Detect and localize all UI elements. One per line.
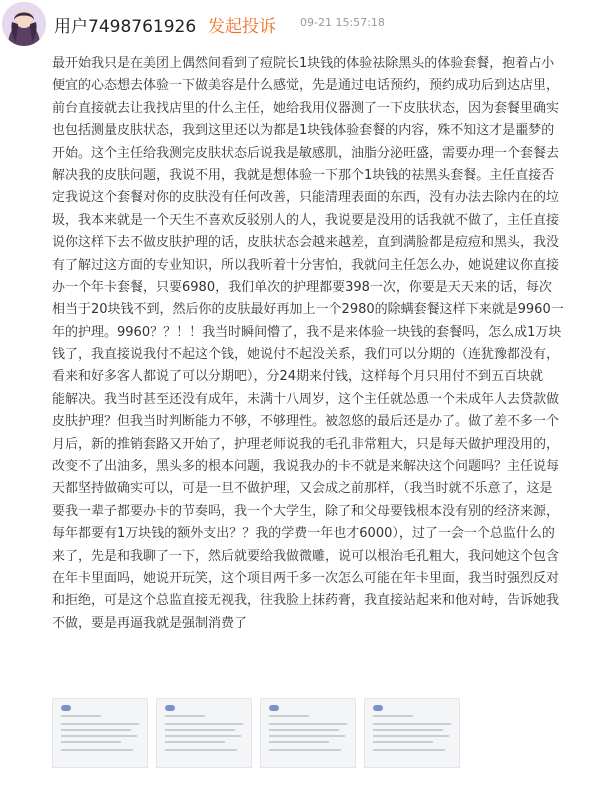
attachment-thumbnail-2[interactable]	[156, 698, 252, 768]
body-line: 最开始我只是在美团上偶然间看到了痘院长1块钱的体验祛除黑头的体验套餐，抱着占小	[52, 56, 555, 71]
body-line: 不做，要是再逼我就是强制消费了	[52, 615, 248, 631]
avatar[interactable]	[2, 2, 46, 46]
body-line: 来了，先是和我聊了一下，然后就要给我做微雕，说可以根治毛孔粗大，我问她这个包含	[52, 548, 560, 564]
body-line: 年的护理。9960？？！！我当时瞬间懵了，我不是来体验一块钱的套餐吗，怎么成1万块	[52, 324, 562, 340]
body-line: 便宜的心态想去体验一下做美容是什么感觉，先是通过电话预约，预约成功后到达店里，	[52, 78, 560, 94]
body-line: 在年卡里面吗，她说开玩笑，这个项目两千多一次怎么可能在年卡里面，我当时强烈反对	[52, 570, 560, 586]
body-line: 前台直接就去让我找店里的什么主任，她给我用仪器测了一下皮肤状态，因为套餐里确实	[52, 100, 560, 116]
body-line: 每年都要有1万块钱的额外支出？？我的学费一年也才6000），过了一会一个总监什么的	[52, 526, 555, 542]
body-line: 相当于20块钱不到，然后你的皮肤最好再加上一个2980的除螨套餐这样下来就是9960一	[52, 302, 564, 318]
body-line: 有了解过这方面的专业知识，所以我听着十分害怕，我就问主任怎么办，她说建议你直接	[52, 257, 560, 273]
complaint-body	[52, 53, 588, 635]
post-timestamp: 09-21 15:57:18	[300, 16, 385, 29]
body-line: 和拒绝，可是这个总监直接无视我，往我脸上抹药膏，我直接站起来和他对峙，告诉她我	[52, 593, 560, 609]
document-thumbnail-icon	[165, 705, 175, 711]
document-thumbnail-icon	[269, 705, 279, 711]
document-thumbnail-icon	[373, 705, 383, 711]
post-header	[0, 0, 610, 48]
avatar-illustration-icon	[2, 2, 46, 46]
attachment-thumbnail-1[interactable]	[52, 698, 148, 768]
attachment-thumbnail-3[interactable]	[260, 698, 356, 768]
username[interactable]: 用户7498761926	[54, 17, 197, 37]
body-line: 要我一辈子都要办卡的节奏吗，我一个大学生，除了和父母要钱根本没有别的经济来源，	[52, 503, 560, 519]
body-line: 改变不了出油多，黑头多的根本问题，我说我办的卡不就是来解决这个问题吗？主任说每	[52, 459, 560, 475]
body-line: 钱了，我直接说我付不起这个钱，她说付不起没关系，我们可以分期的（连犹豫都没有，	[52, 347, 560, 363]
document-thumbnail-icon	[61, 705, 71, 711]
body-line: 解决我的皮肤问题，我说不用，我就是想体验一下那个1块钱的祛黑头套餐。主任直接否	[52, 167, 555, 183]
complaint-label: 发起投诉	[208, 17, 276, 37]
body-line: 办一个年卡套餐，只要6980，我们单次的护理都要398一次，你要是天天来的话，每次	[52, 279, 552, 295]
body-line: 开始。这个主任给我测完皮肤状态后说我是敏感肌，油脂分泌旺盛，需要办理一个套餐去	[52, 145, 560, 161]
body-line: 说你这样下去不做皮肤护理的话，皮肤状态会越来越差，直到满脸都是痘痘和黑头，我没	[52, 235, 560, 251]
attachment-thumbnail-4[interactable]	[364, 698, 460, 768]
body-line: 皮肤护理？但我当时判断能力不够，不够理性。被忽悠的最后还是办了。做了差不多一个	[52, 414, 560, 430]
body-line: 定我说这个套餐对你的皮肤没有任何改善，只能清理表面的东西，没有办法去除内在的垃	[52, 190, 560, 206]
body-line: 能解决。我当时甚至还没有成年，未满十八周岁，这个主任就怂恿一个未成年人去贷款做	[52, 391, 560, 407]
body-line: 看来和好多客人都说了可以分期吧），分24期来付钱，这样每个月只用付不到五百块就	[52, 369, 544, 385]
body-line: 天都坚持做确实可以，可是一旦不做护理，又会成之前那样，（我当时就不乐意了，这是	[52, 481, 553, 497]
body-line: 月后，新的推销套路又开始了，护理老师说我的毛孔非常粗大，只是每天做护理没用的，	[52, 436, 560, 452]
body-line: 也包括测量皮肤状态，我到这里还以为都是1块钱体验套餐的内容，殊不知这才是噩梦的	[52, 123, 555, 139]
body-line: 圾，我本来就是一个天生不喜欢反驳别人的人，我说要是没用的话我就不做了，主任直接	[52, 212, 560, 228]
